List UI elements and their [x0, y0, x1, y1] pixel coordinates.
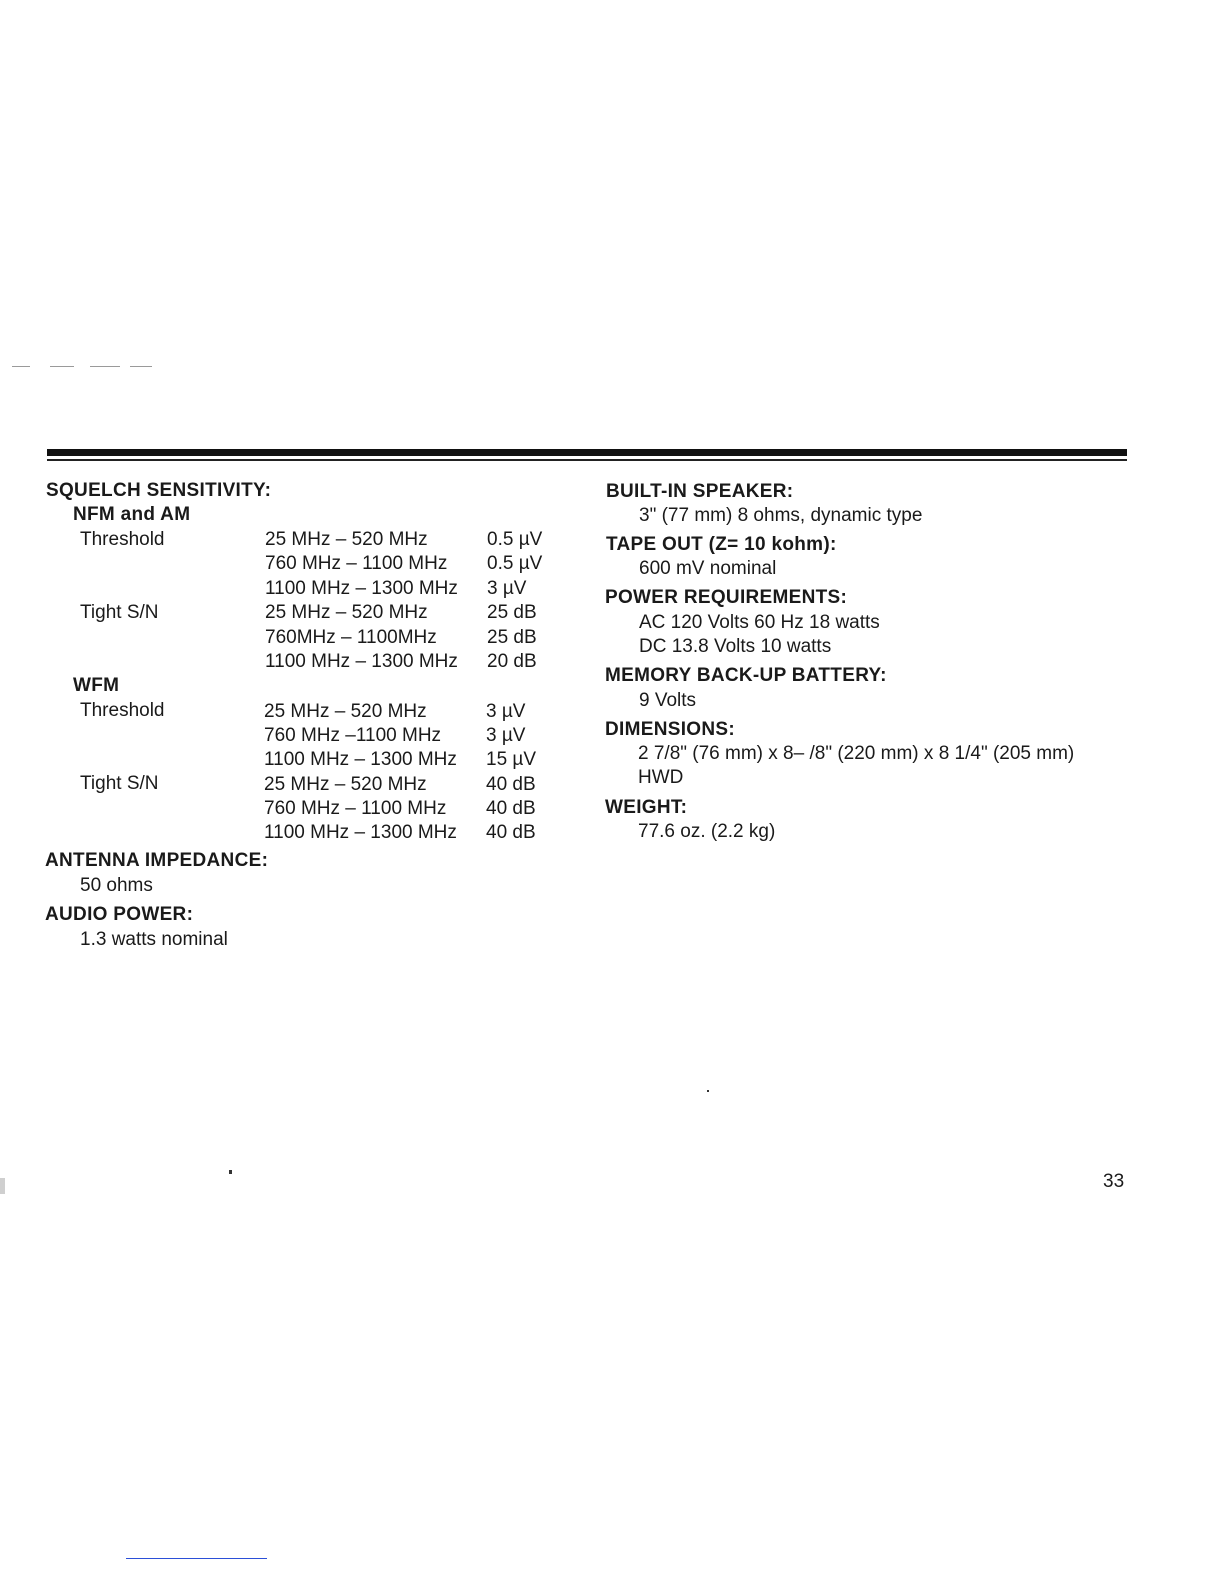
battery-value: 9 Volts [639, 690, 697, 711]
sensitivity-value: 40 dB [486, 822, 536, 843]
scan-speck [707, 1090, 709, 1092]
wfm-heading: WFM [73, 675, 120, 696]
frequency-range: 760MHz – 1100MHz [265, 627, 437, 648]
tape-out-value: 600 mV nominal [639, 558, 777, 579]
frequency-range: 760 MHz –1100 MHz [264, 725, 442, 746]
sensitivity-value: 25 dB [487, 627, 537, 648]
sensitivity-value: 40 dB [486, 774, 536, 795]
tape-out-heading: TAPE OUT (Z= 10 kohm): [606, 534, 837, 555]
battery-heading: MEMORY BACK-UP BATTERY: [605, 665, 887, 686]
frequency-range: 1100 MHz – 1300 MHz [265, 578, 458, 599]
scan-artifact-marks [12, 366, 152, 370]
scan-speck [229, 1170, 232, 1174]
power-requirements-heading: POWER REQUIREMENTS: [605, 587, 848, 608]
sensitivity-value: 40 dB [486, 798, 536, 819]
squelch-heading: SQUELCH SENSITIVITY: [46, 480, 272, 501]
weight-value: 77.6 oz. (2.2 kg) [638, 821, 776, 842]
sensitivity-value: 3 µV [487, 578, 527, 599]
nfm-am-heading: NFM and AM [73, 504, 191, 525]
power-ac-value: AC 120 Volts 60 Hz 18 watts [639, 612, 880, 633]
frequency-range: 760 MHz – 1100 MHz [264, 798, 447, 819]
nfm-tight-label: Tight S/N [80, 602, 159, 623]
antenna-impedance-heading: ANTENNA IMPEDANCE: [45, 850, 269, 871]
audio-power-heading: AUDIO POWER: [45, 904, 194, 925]
speaker-heading: BUILT-IN SPEAKER: [606, 481, 794, 502]
sensitivity-value: 0.5 µV [487, 553, 543, 574]
speaker-value: 3" (77 mm) 8 ohms, dynamic type [639, 505, 923, 526]
frequency-range: 25 MHz – 520 MHz [264, 701, 427, 722]
frequency-range: 1100 MHz – 1300 MHz [264, 822, 457, 843]
sensitivity-value: 0.5 µV [487, 529, 543, 550]
sensitivity-value: 25 dB [487, 602, 537, 623]
antenna-impedance-value: 50 ohms [80, 875, 153, 896]
frequency-range: 1100 MHz – 1300 MHz [265, 651, 458, 672]
header-rule-thick [47, 449, 1127, 456]
sensitivity-value: 20 dB [487, 651, 537, 672]
scan-edge-mark [0, 1178, 5, 1194]
power-dc-value: DC 13.8 Volts 10 watts [639, 636, 832, 657]
frequency-range: 760 MHz – 1100 MHz [265, 553, 448, 574]
page-number: 33 [1103, 1171, 1125, 1192]
dimensions-value: 2 7/8" (76 mm) x 8– /8" (220 mm) x 8 1/4" (205 mm) [638, 743, 1075, 764]
dimensions-order: HWD [638, 767, 684, 788]
audio-power-value: 1.3 watts nominal [80, 929, 228, 950]
wfm-threshold-label: Threshold [80, 700, 165, 721]
header-rule-thin [47, 459, 1127, 461]
nfm-threshold-label: Threshold [80, 529, 165, 550]
weight-heading: WEIGHT: [605, 797, 688, 818]
frequency-range: 1100 MHz – 1300 MHz [264, 749, 457, 770]
sensitivity-value: 3 µV [486, 725, 526, 746]
footer-line [126, 1558, 267, 1559]
sensitivity-value: 3 µV [486, 701, 526, 722]
sensitivity-value: 15 µV [486, 749, 537, 770]
dimensions-heading: DIMENSIONS: [605, 719, 735, 740]
wfm-tight-label: Tight S/N [80, 773, 159, 794]
frequency-range: 25 MHz – 520 MHz [265, 529, 428, 550]
frequency-range: 25 MHz – 520 MHz [265, 602, 428, 623]
frequency-range: 25 MHz – 520 MHz [264, 774, 427, 795]
